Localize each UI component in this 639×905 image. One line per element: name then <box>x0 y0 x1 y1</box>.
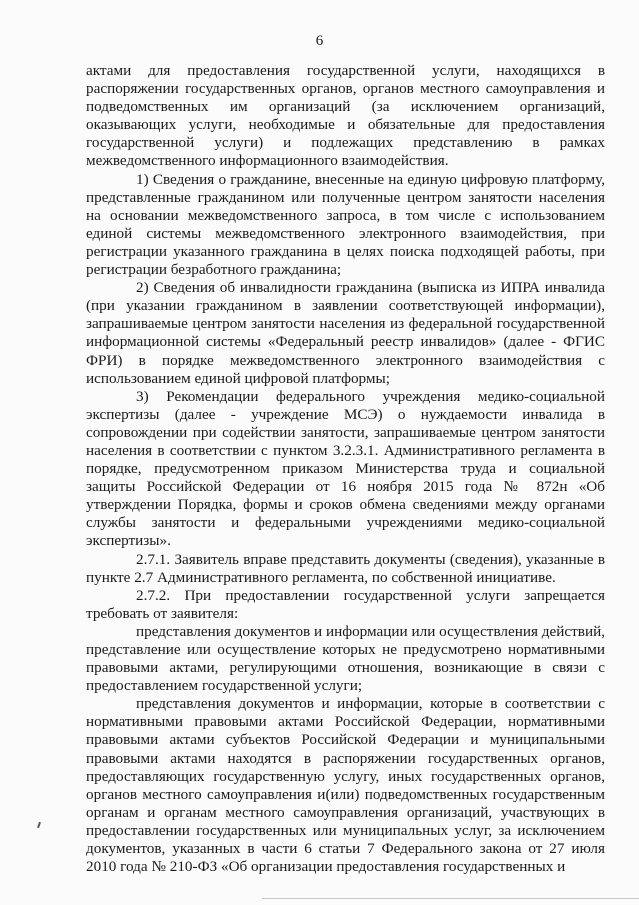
document-body <box>86 62 605 876</box>
paragraph-prohibition-1: представления документов и информации или осуществления действий, представление или осуществление которых не предусмотрено нормативными правовыми актами, регулирующими отношения, возникающие в связи с предоставлением государственной услуги; <box>86 622 605 695</box>
paragraph-item-1: 1) Сведения о гражданине, внесенные на единую цифровую платформу, представленные гражданином или полученные центром занятости населения на основании межведомственного запроса, в том числе с использованием единой системы межведомственного электронного взаимодействия, при регистрации указанного гражданина в целях поиска подходящей работы, при регистрации безработного гражданина; <box>86 170 605 279</box>
page-number: 6 <box>315 33 324 49</box>
scan-edge-line <box>262 898 639 899</box>
paragraph-continuation: актами для предоставления государственной услуги, находящихся в распоряжении государственных органов, органов местного самоуправления и подведомственных им организаций (за исключением организаций, оказывающих услуги, необходимые и обязательные для предоставления государственной услуги) и подлежащих представлению в рамках межведомственного информационного взаимодействия. <box>86 62 605 170</box>
paragraph-item-3: 3) Рекомендации федерального учреждения медико-социальной экспертизы (далее - учреждение МСЭ) о нуждаемости инвалида в сопровождении при содействии занятости, запрашиваемые центром занятости населения в соответствии с пунктом 3.2.3.1. Административного регламента в порядке, предусмотренном приказом Министерства труда и социальной защиты Российской Федерации от 16 ноября 2015 года № 872н «Об утверждении Порядка, формы и сроков обмена сведениями между органами службы занятости и федеральными учреждениями медико-социальной экспертизы». <box>86 387 605 550</box>
paragraph-prohibition-2: представления документов и информации, которые в соответствии с нормативными правовыми актами Российской Федерации, нормативными правовыми актами субъектов Российской Федерации и муниципальными правовыми актами находятся в распоряжении государственных органов, предоставляющих государственную услугу, иных государственных органов, органов местного самоуправления и(или) подведомственных государственным органам и органам местного самоуправления организаций, участвующих в предоставлении государственных или муниципальных услуг, за исключением документов, указанных в части 6 статьи 7 Федерального закона от 27 июля 2010 года № 210-ФЗ «Об организации предоставления государственных и <box>86 695 605 876</box>
paragraph-2-7-1: 2.7.1. Заявитель вправе представить документы (сведения), указанные в пункте 2.7 Административного регламента, по собственной инициативе. <box>86 550 605 586</box>
paragraph-2-7-2: 2.7.2. При предоставлении государственной услуги запрещается требовать от заявителя: <box>86 586 605 622</box>
scan-speck <box>37 822 41 828</box>
paragraph-item-2: 2) Сведения об инвалидности гражданина (выписка из ИПРА инвалида (при указании гражданином в заявлении соответствующей информации), запрашиваемые центром занятости населения из федеральной государственной информационной системы «Федеральный реестр инвалидов» (далее - ФГИС ФРИ) в порядке межведомственного электронного взаимодействия с использованием единой цифровой платформы; <box>86 279 605 387</box>
